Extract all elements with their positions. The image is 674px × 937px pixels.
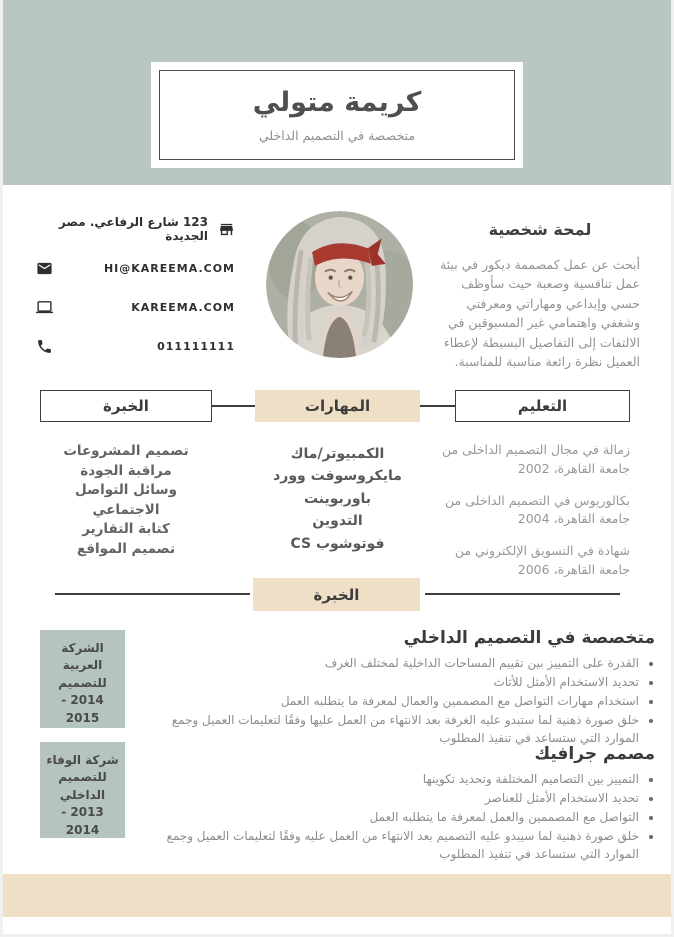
phone-icon xyxy=(35,337,53,355)
skill-item: فوتوشوب CS xyxy=(290,535,385,552)
company-badge xyxy=(40,630,125,728)
skill-item: مايكروسوفت وورد xyxy=(273,468,402,485)
email-text: HI@KAREEMA.COM xyxy=(103,261,235,275)
footer-band xyxy=(3,874,671,917)
summary-title: لمحة شخصية xyxy=(488,220,592,239)
company-badge xyxy=(40,742,125,838)
job-bullets xyxy=(135,770,655,863)
education-item: بكالوريوس في التصميم الداخلى من جامعة القاهرة، 2004 xyxy=(445,492,630,527)
contact-list xyxy=(35,216,235,372)
education-item: شهادة في التسويق الإلكتروني من جامعة القاهرة، 2006 xyxy=(454,543,630,577)
contact-row-address xyxy=(35,216,235,242)
tab-skills: المهارات xyxy=(255,390,420,422)
company-name: شركة الوفاء للتصميم الداخلي xyxy=(46,753,119,802)
connector-line xyxy=(420,405,455,407)
job-title: مصمم جرافيك xyxy=(534,744,655,764)
store-icon xyxy=(217,220,235,238)
experience-section-title: الخبرة xyxy=(253,578,420,611)
bullet-item: • خلق صورة ذهنية لما سيبدو عليه التصميم بعد الانتهاء من العمل عليه وفقًا لتعليمات العميل وجمع الموارد التي ستساعد في تنفيذ المطلوب xyxy=(135,827,639,863)
phone-text: 011111111 xyxy=(157,339,235,353)
tab-experience: الخبرة xyxy=(40,390,212,422)
name-card xyxy=(151,62,523,168)
experience-summary-item: وسائل التواصل الاجتماعي xyxy=(75,482,177,518)
connector-line xyxy=(212,405,255,407)
tab-education: التعليم xyxy=(455,390,630,422)
bullet-item: • التواصل مع المصممين والعمل لمعرفة ما يتطلبه العمل xyxy=(135,808,639,826)
skill-item: باوربوينت xyxy=(303,490,372,507)
bullet-item: • تحديد الاستخدام الأمثل للعناصر xyxy=(135,789,639,807)
company-period: 2014 - 2015 xyxy=(61,693,104,725)
job-entry xyxy=(135,744,655,864)
company-name: الشركة العربية للتصميم xyxy=(58,641,107,690)
contact-row-phone xyxy=(35,333,235,359)
job-entry xyxy=(135,628,655,748)
education-item: زمالة في مجال التصميم الداخلى من جامعة القاهرة، 2002 xyxy=(442,442,630,476)
bullet-item: • تحديد الاستخدام الأمثل للأثاث xyxy=(135,673,639,691)
job-bullets xyxy=(135,654,655,747)
divider-line xyxy=(425,593,620,595)
envelope-icon xyxy=(35,259,53,277)
experience-summary-list xyxy=(40,442,212,559)
summary-text: أبحث عن عمل كمصممة ديكور في بيئة عمل تنافسية وصعبة حيث سأوظف حسي وإبداعي ومهاراتي ومعرفتي وشغفي واهتمامي غير المسبوقين في الالتفات إلى التفاصيل البسيطة لإعطاء العميل نظرة رائعة مناسبة للمناسبة. xyxy=(440,257,640,369)
contact-row-website xyxy=(35,294,235,320)
name-card-border xyxy=(159,70,515,160)
experience-summary-item: تصميم المواقع xyxy=(76,540,176,557)
bullet-item: • التمييز بين التصاميم المختلفة وتحديد تكوينها xyxy=(135,770,639,788)
experience-summary-item: مراقبة الجودة xyxy=(80,462,172,479)
person-job-title: متخصصة في التصميم الداخلي xyxy=(258,127,416,143)
address-text: 123 شارع الرفاعي. مصر الجديدة xyxy=(58,215,208,243)
bullet-item: • القدرة على التمييز بين تقييم المساحات الداخلية لمختلف الغرف xyxy=(135,654,639,672)
skills-list xyxy=(255,443,420,555)
job-title: متخصصة في التصميم الداخلي xyxy=(403,628,655,648)
bullet-item: • خلق صورة ذهنية لما ستبدو عليه الغرفة بعد الانتهاء من العمل عليها وفقًا لتعليمات العميل وجمع الموارد التي ستساعد في تنفيذ المطلوب xyxy=(135,711,639,747)
divider-line xyxy=(55,593,250,595)
experience-summary-item: تصميم المشروعات xyxy=(63,443,189,459)
website-text: KAREEMA.COM xyxy=(131,300,235,314)
contact-row-email xyxy=(35,255,235,281)
avatar-photo xyxy=(266,211,413,358)
laptop-icon xyxy=(35,298,53,316)
experience-summary-item: كتابة التقارير xyxy=(82,521,170,538)
education-list xyxy=(438,441,630,593)
page-edge xyxy=(0,0,3,937)
skill-item: التدوين xyxy=(312,513,363,530)
company-period: 2013 - 2014 xyxy=(61,805,104,837)
summary-section xyxy=(440,220,640,371)
bullet-item: • استخدام مهارات التواصل مع المصممين والعمال لمعرفة ما يتطلبه العمل xyxy=(135,692,639,710)
person-name: كريمة متولي xyxy=(252,87,422,119)
skill-item: الكمبيوتر/ماك xyxy=(290,446,385,462)
